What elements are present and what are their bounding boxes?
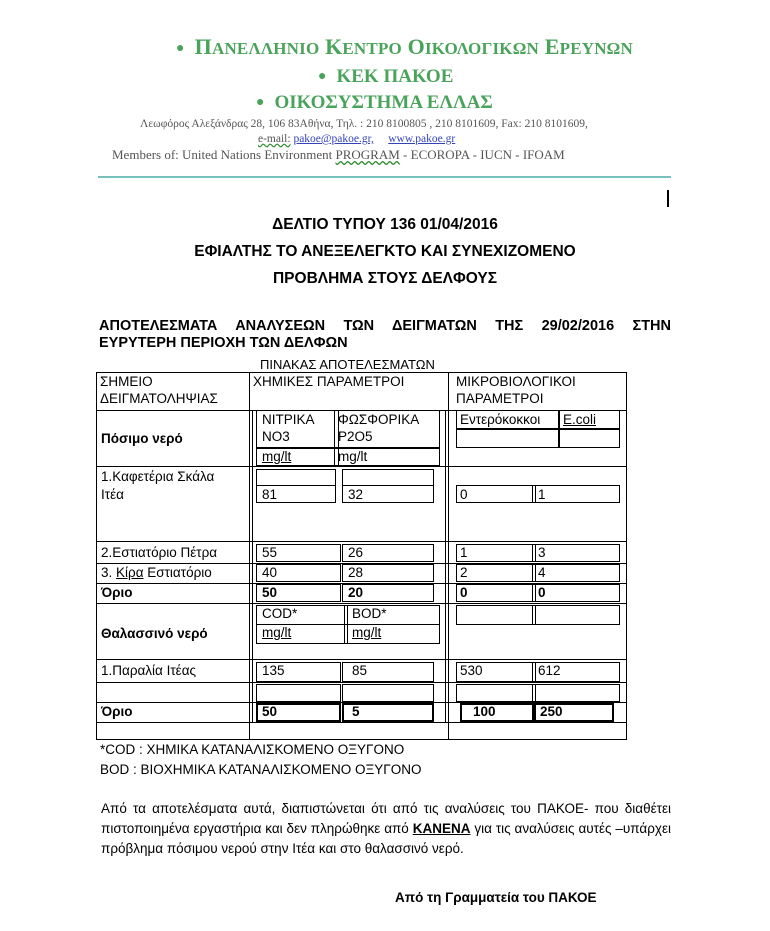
row-petra-no3: 55 (262, 545, 278, 560)
drinking-water-label: Πόσιμο νερό (101, 431, 183, 446)
emphasis-none: ΚΑΝΕΝΑ (412, 821, 471, 836)
org-address: Λεωφόρος Αλεξάνδρας 28, 106 83Αθήνα, Τηλ. : 210 8100805 , 210 8101609, Fax: 210 8101609, (140, 118, 588, 130)
cod-label: COD* (262, 606, 298, 621)
website-link[interactable]: www.pakoe.gr (388, 133, 456, 145)
row-kafeteria-name: 1.Καφετέρια Σκάλα (101, 469, 215, 484)
sea-limit-ecoli: 250 (540, 704, 563, 719)
enterococci-label: Εντερόκοκκοι (460, 412, 541, 427)
nitrates-label: ΝΙΤΡΙΚΑ (262, 412, 315, 427)
row-paralia-cod: 135 (262, 663, 285, 678)
sea-limit-bod: 5 (352, 704, 360, 719)
signature: Από τη Γραμματεία του ΠΑΚΟΕ (395, 890, 597, 905)
sea-limit-label: Όριο (101, 704, 133, 719)
header-micro-2: ΠΑΡΑΜΕΤΡΟΙ (456, 391, 544, 406)
drinking-limit-ecoli: 0 (538, 585, 546, 600)
row-sep-s3 (96, 722, 627, 723)
text-cursor (667, 190, 669, 207)
row-kira-p2o5: 28 (348, 565, 364, 580)
drinking-limit-label: Όριο (101, 585, 133, 600)
row-sep-r1 (96, 541, 627, 542)
row-paralia-bod: 85 (352, 663, 368, 678)
org-line-kek: ● ΚΕΚ ΠΑΚΟΕ (318, 66, 454, 87)
row-kafeteria-ent: 0 (460, 487, 468, 502)
col-divider-1 (249, 372, 250, 740)
header-micro: ΜΙΚΡΟΒΙΟΛΟΓΙΚΟΙ (456, 374, 576, 389)
email-label: e-mail: (258, 133, 291, 145)
row-petra-name: 2.Εστιατόριο Πέτρα (101, 545, 218, 560)
sea-limit-cod: 50 (262, 704, 278, 719)
row-kafeteria-name-2: Ιτέα (101, 487, 124, 502)
col-divider-2b (445, 410, 446, 722)
row-paralia-ent: 530 (460, 663, 483, 678)
footnote-cod: *COD : ΧΗΜΙΚΑ ΚΑΤΑΝΑΛΙΣΚΟΜΕΝΟ ΟΞΥΓΟΝΟ (100, 742, 405, 757)
phosphates-formula: Ρ2Ο5 (338, 429, 373, 444)
nitrates-unit: mg/lt (262, 449, 292, 464)
row-paralia-ecoli: 612 (538, 663, 561, 678)
nitrates-formula: ΝΟ3 (262, 429, 290, 444)
header-sampling-point: ΣΗΜΕΙΟ (100, 374, 153, 389)
phosphates-label: ΦΩΣΦΟΡΙΚΑ (338, 412, 420, 427)
row-kira-ecoli: 4 (538, 565, 546, 580)
email-link[interactable]: pakoe@pakoe.gr, (293, 133, 374, 145)
org-line-ecosystem: ● ΟΙΚΟΣΥΣΤΗΜΑ ΕΛΛΑΣ (256, 92, 493, 113)
row-kira-no3: 40 (262, 565, 278, 580)
drinking-limit-no3: 50 (262, 585, 278, 600)
row-kafeteria-no3: 81 (262, 487, 278, 502)
header-chemical: ΧΗΜΙΚΕΣ ΠΑΡΑΜΕΤΡΟΙ (253, 374, 405, 389)
cod-unit: mg/lt (262, 625, 292, 640)
press-release-subtitle-2: ΠΡΟΒΛΗΜΑ ΣΤΟΥΣ ΔΕΛΦΟΥΣ (272, 270, 498, 287)
table-title: ΠΙΝΑΚΑΣ ΑΠΟΤΕΛΕΣΜΑΤΩΝ (260, 357, 435, 372)
row-kira-ent: 2 (460, 565, 468, 580)
letterhead-divider (98, 176, 671, 178)
row-petra-p2o5: 26 (348, 545, 364, 560)
row-kira-name: 3. Κίρα Εστιατόριο (101, 565, 212, 580)
row-sep-sea (96, 659, 627, 660)
phosphates-unit: mg/lt (338, 449, 368, 464)
bod-unit: mg/lt (352, 625, 382, 640)
results-heading-line2: ΕΥΡΥΤΕΡΗ ΠΕΡΙΟΧΗ ΤΩΝ ΔΕΛΦΩΝ (99, 335, 348, 351)
results-heading-line1: ΑΠΟΤΕΛΕΣΜΑΤΑ ΑΝΑΛΥΣΕΩΝ ΤΩΝ ΔΕΙΓΜΑΤΩΝ ΤΗΣ 29/02/2016 ΣΤΗΝ (99, 318, 671, 334)
row-kafeteria-ecoli: 1 (538, 487, 546, 502)
press-release-subtitle-1: ΕΦΙΑΛΤΗΣ ΤΟ ΑΝΕΞΕΛΕΓΚΤΟ ΚΑΙ ΣΥΝΕΧΙΖΟΜΕΝΟ (194, 243, 576, 260)
conclusion-paragraph: Από τα αποτελέσματα αυτά, διαπιστώνεται ότι από τις αναλύσεις του ΠΑΚΟΕ- που διαθέτει πιστοποιημένα εργαστήρια και δεν πληρώθηκε από ΚΑΝΕΝΑ για τις αναλύσεις αυτές –υπάρχει πρόβλημα πόσιμου νερού στην Ιτέα και στο θαλασσινό νερό. (101, 801, 671, 856)
row-petra-ecoli: 3 (538, 545, 546, 560)
press-release-title: ΔΕΛΤΙΟ ΤΥΠΟΥ 136 01/04/2016 (272, 216, 498, 233)
row-kafeteria-p2o5: 32 (348, 487, 364, 502)
col-divider-1b (252, 410, 253, 722)
drinking-limit-p2o5: 20 (348, 585, 364, 600)
row-sep-s1 (96, 682, 627, 683)
sea-water-label: Θαλασσινό νερό (101, 626, 208, 641)
sea-limit-ent: 100 (473, 704, 496, 719)
bod-label: BOD* (352, 606, 387, 621)
col-divider-2 (448, 372, 449, 740)
row-sep-limit (96, 603, 627, 604)
drinking-limit-ent: 0 (460, 585, 468, 600)
memberships: Members of: United Nations Environment PROGRAM - ECOROPA - IUCN - IFOAM (112, 147, 565, 162)
header-sampling-point-2: ΔΕΙΓΜΑΤΟΛΗΨΙΑΣ (100, 391, 218, 406)
org-contacts (258, 133, 455, 145)
org-name: ● ΠΑΝΕΛΛΗΝΙΟ ΚΕΝΤΡΟ ΟΙΚΟΛΟΓΙΚΩΝ ΕΡΕΥΝΩΝ (176, 34, 633, 59)
row-paralia-name: 1.Παραλία Ιτέας (101, 663, 197, 678)
row-petra-ent: 1 (460, 545, 468, 560)
ecoli-label: E.coli (563, 412, 597, 427)
footnote-bod: BOD : ΒΙΟΧΗΜΙΚΑ ΚΑΤΑΝΑΛΙΣΚΟΜΕΝΟ ΟΞΥΓΟΝΟ (100, 762, 422, 777)
row-sep-drinking (96, 466, 627, 467)
